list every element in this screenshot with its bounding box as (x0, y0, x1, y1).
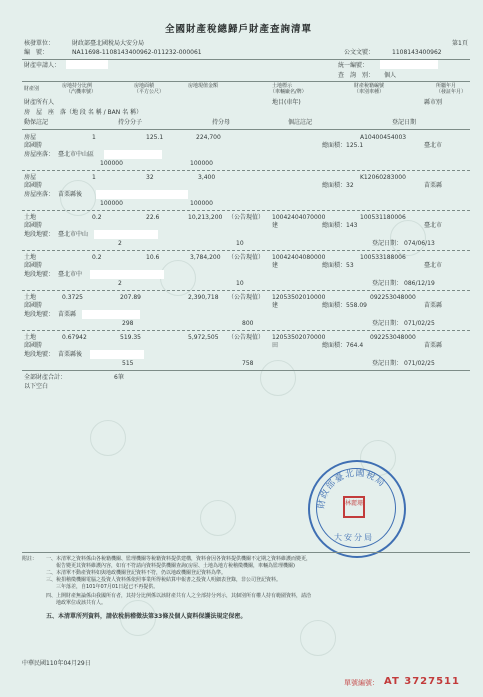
divider (22, 552, 470, 553)
col-landmark-sub: （車輛廠名/牌） (270, 89, 307, 95)
col-owner: 財產所有人 (24, 99, 55, 106)
record-total-label: 總面積： (322, 302, 347, 309)
record-value: 10,213,200 (188, 214, 223, 221)
summary-label: 全部財產合計： (24, 374, 67, 381)
record-owner: 邱國勝 (24, 142, 43, 149)
col-area-sub: （平方公尺） (134, 89, 165, 95)
record-cv: （公告現值） (228, 214, 265, 221)
record-landmark: 10042404070000 (272, 214, 326, 221)
record-cv: （公告現值） (228, 334, 265, 341)
note-line: 二、本清單不動產資料如與地政機關登記資料不符，仍以地政機關登記資料為準。 (46, 570, 227, 576)
divider (22, 210, 470, 211)
record-tax-id: A10400454003 (360, 134, 407, 141)
col-num: 持分分子 (118, 119, 143, 126)
blank-marker: 以下空白 (24, 383, 49, 390)
record-total-label: 總面積： (322, 222, 347, 229)
record-tax-id: 092253048000 (370, 294, 416, 301)
record-value: 2,390,718 (188, 294, 219, 301)
record-addr: 臺北市中山 (58, 231, 89, 238)
note-line: 四、上開財產無論係由我國所有者，其持分比例係以該財產共有人之全部持分列示，其個別所有權人持有範圍資料，請洽 (46, 593, 312, 599)
record-area: 22.6 (146, 214, 160, 221)
record-reg-label: 登記日期： (372, 280, 403, 287)
record-num: 298 (122, 320, 134, 327)
record-city: 苗栗縣 (424, 342, 443, 349)
record-total: 32 (346, 182, 354, 189)
record-ratio: 0.2 (92, 214, 102, 221)
record-addr-label: 地段地號： (24, 231, 55, 238)
record-reg-label: 登記日期： (372, 240, 403, 247)
seal-bottom-text: 大安分局 (334, 533, 374, 542)
record-reg-label: 登記日期： (372, 360, 403, 367)
divider (22, 129, 470, 130)
personal-seal: 林麗珊 (343, 496, 365, 518)
record-ratio: 0.3725 (62, 294, 83, 301)
record-landmark: 12053502010000 (272, 294, 326, 301)
record-type: 土地 (24, 214, 37, 221)
col-dimu: 地目(車年) (272, 99, 301, 106)
page-number: 第1頁 (452, 40, 468, 47)
divider (22, 170, 470, 171)
record-value: 3,400 (198, 174, 216, 181)
record-type: 土地 (24, 254, 37, 261)
record-den: 10 (236, 240, 244, 247)
col-reg-date: 登記日期 (392, 119, 417, 126)
watermark (90, 420, 126, 456)
office-label: 核發單位： (24, 40, 55, 47)
col-type: 財產別 (24, 86, 40, 92)
record-area: 125.1 (146, 134, 164, 141)
note-line: 報告變更其資料維護內容，如有不符請向資料提供機關查詢(房屋、土地為地方稅稽徵機關，車輛為監理機關) (46, 563, 295, 569)
record-landmark: 10042404080000 (272, 254, 326, 261)
record-addr: 苗栗縣後 (58, 351, 83, 358)
record-reg: 074/06/13 (404, 240, 435, 247)
watermark (300, 620, 336, 656)
col-year-sub: （發証年月） (436, 89, 467, 95)
col-address: 房 屋 座 落（地 段 名 稱 / BAN 名 稱） (24, 109, 143, 116)
col-ratio-sub: （汽機車號） (66, 89, 97, 95)
record-tax-id: K12060283000 (360, 174, 406, 181)
record-dimu: 建 (272, 262, 279, 269)
issue-date: 中華民國110年04月29日 (22, 660, 91, 667)
record-dimu: 建 (272, 302, 279, 309)
official-seal (308, 460, 406, 558)
record-den: 100000 (190, 200, 213, 207)
redaction (66, 60, 108, 69)
divider (22, 330, 470, 331)
record-type: 土地 (24, 334, 37, 341)
record-type: 房屋 (24, 174, 37, 181)
note-line: 三、稅捐稽徵機關電腦之投資人資料係依照事業所得稅結算申報書之投資人明細表登錄，非公司登記資料。 (46, 577, 282, 583)
record-owner: 邱國勝 (24, 182, 43, 189)
redaction (90, 350, 144, 359)
col-tax-id-sub: （車別車種） (354, 89, 385, 95)
col-den: 持分母 (212, 119, 231, 126)
record-value: 3,784,200 (190, 254, 221, 261)
record-type: 房屋 (24, 134, 37, 141)
record-den: 800 (242, 320, 254, 327)
record-city: 苗栗縣 (424, 302, 443, 309)
record-value: 224,700 (196, 134, 221, 141)
record-cv: （公告現值） (228, 254, 265, 261)
record-den: 758 (242, 360, 254, 367)
col-tax-id: 財產稅籍編號 (354, 83, 385, 89)
record-ratio: 0.67942 (62, 334, 87, 341)
watermark (200, 500, 236, 536)
record-reg: 071/02/25 (404, 320, 435, 327)
record-total: 558.09 (346, 302, 367, 309)
redaction (380, 60, 438, 69)
record-total: 764.4 (346, 342, 364, 349)
notes-label: 附註： (22, 556, 38, 562)
redaction (90, 270, 164, 279)
col-lien: 動保註記 (24, 119, 49, 126)
redaction (82, 310, 140, 319)
record-total: 53 (346, 262, 354, 269)
document-title: 全國財產稅總歸戶財產查詢清單 (165, 24, 313, 35)
record-tax-id: 100533188006 (360, 254, 406, 261)
record-area: 32 (146, 174, 154, 181)
office-value: 財政部臺北國稅局大安分局 (72, 40, 145, 47)
record-addr: 臺北市中 (58, 271, 83, 278)
record-num: 100000 (100, 200, 123, 207)
note-line: 地政單位或該共有人。 (46, 600, 107, 606)
number-label: 編 號： (24, 49, 49, 56)
record-total: 125.1 (346, 142, 364, 149)
record-addr: 苗栗縣後 (58, 191, 83, 198)
record-reg: 071/02/25 (404, 360, 435, 367)
note-confidential: 五、本清單所列資料，請依稅捐稽徵法第33條及個人資料保護法規定保密。 (46, 613, 247, 620)
note-line: 一、本清單之資料係由各稅籍機關、監理機關等稅籍資料提供建構，資料會因各資料提供機關不定期之資料維護而變更， (46, 556, 312, 562)
record-addr: 臺北市中山區 (58, 151, 95, 158)
redaction (94, 230, 158, 239)
col-area: 房地面積 (134, 83, 155, 89)
record-addr-label: 地段地號： (24, 311, 55, 318)
record-tax-id: 100531180006 (360, 214, 406, 221)
note-line: 三年落差，自101年07月01日起已不再提供。 (46, 584, 159, 590)
record-value: 5,972,505 (188, 334, 219, 341)
record-ratio: 0.2 (92, 254, 102, 261)
summary-count: 6筆 (114, 374, 124, 381)
record-cv: （公告現值） (228, 294, 265, 301)
record-num: 100000 (100, 160, 123, 167)
record-reg: 086/12/19 (404, 280, 435, 287)
record-city: 臺北市 (424, 222, 443, 229)
record-addr-label: 地段地號： (24, 351, 55, 358)
serial-label: 單號編號： (344, 679, 379, 687)
doc-no-label: 公文文號： (344, 49, 375, 56)
record-den: 100000 (190, 160, 213, 167)
record-city: 臺北市 (424, 142, 443, 149)
col-landmark: 土地標示 (272, 83, 293, 89)
record-city: 臺北市 (424, 262, 443, 269)
record-reg-label: 登記日期： (372, 320, 403, 327)
record-den: 10 (236, 280, 244, 287)
record-addr-label: 房屋座落： (24, 191, 55, 198)
record-owner: 邱國勝 (24, 302, 43, 309)
serial-number: AT 3727511 (384, 676, 460, 687)
record-ratio: 1 (92, 174, 96, 181)
record-owner: 邱國勝 (24, 262, 43, 269)
record-area: 10.6 (146, 254, 160, 261)
divider (22, 250, 470, 251)
record-addr: 苗栗縣 (58, 311, 77, 318)
record-ratio: 1 (92, 134, 96, 141)
record-total-label: 總面積： (322, 142, 347, 149)
record-addr-label: 房屋座落： (24, 151, 55, 158)
record-dimu: 田 (272, 342, 279, 349)
unified-id-label: 統一編號： (338, 62, 369, 69)
redaction (104, 150, 162, 159)
redaction (96, 190, 188, 199)
record-num: 2 (118, 240, 122, 247)
svg-text:財政部臺北國稅局: 財政部臺北國稅局 (316, 468, 387, 510)
number-value: NA11698-1108143400962-011232-000061 (72, 49, 202, 56)
doc-no-value: 1108143400962 (392, 49, 442, 56)
col-value: 房地現值金額 (188, 83, 219, 89)
record-total-label: 總面積： (322, 342, 347, 349)
record-owner: 邱國勝 (24, 222, 43, 229)
record-dimu: 建 (272, 222, 279, 229)
record-area: 519.35 (120, 334, 141, 341)
applicant-label: 財產申請人： (24, 62, 61, 69)
record-city: 苗栗縣 (424, 182, 443, 189)
col-year: 所屬年月 (436, 83, 457, 89)
record-tax-id: 092253048000 (370, 334, 416, 341)
query-type-label: 查 詢 別： (338, 72, 375, 79)
col-ratio: 房地持分比例 (62, 83, 93, 89)
col-note: 個註註記 (288, 119, 313, 126)
divider (22, 290, 470, 291)
watermark (260, 360, 296, 396)
record-area: 207.89 (120, 294, 141, 301)
divider (22, 370, 470, 371)
col-city: 縣市別 (424, 99, 443, 106)
record-total: 143 (346, 222, 358, 229)
divider (22, 81, 470, 82)
record-total-label: 總面積： (322, 182, 347, 189)
query-type-value: 個人 (384, 72, 397, 79)
record-total-label: 總面積： (322, 262, 347, 269)
record-num: 515 (122, 360, 134, 367)
record-owner: 邱國勝 (24, 342, 43, 349)
record-landmark: 12053502070000 (272, 334, 326, 341)
record-addr-label: 地段地號： (24, 271, 55, 278)
record-type: 土地 (24, 294, 37, 301)
record-num: 2 (118, 280, 122, 287)
